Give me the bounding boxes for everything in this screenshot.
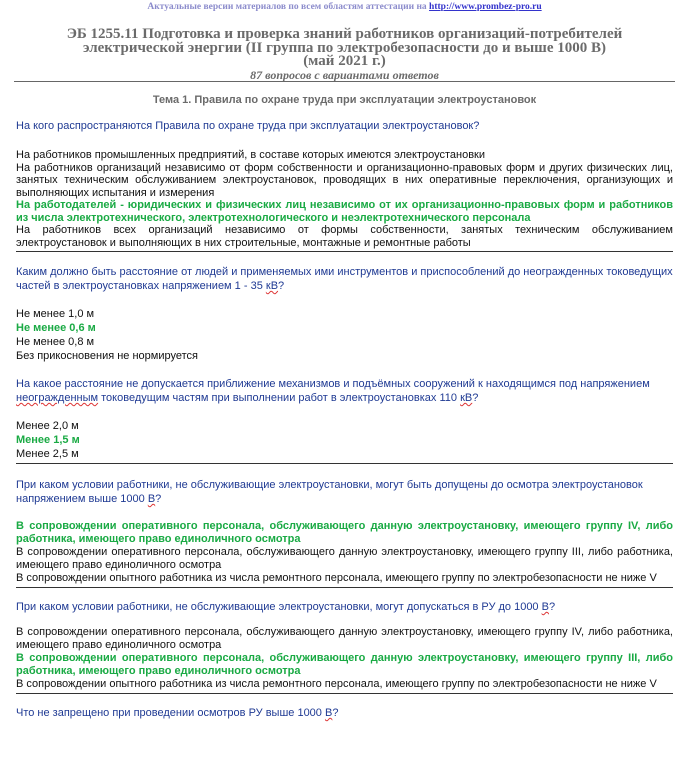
question-text bbox=[16, 265, 673, 293]
question-text-part: кВ bbox=[460, 392, 473, 404]
question-block bbox=[16, 119, 673, 252]
answers-list bbox=[16, 307, 673, 363]
answer-option: На работников промышленных предприятий, в составе которых имеются электроустановки bbox=[16, 149, 486, 161]
question-text-part: ? bbox=[278, 280, 285, 292]
answer-option: В сопровождении опытного работника из числа ремонтного персонала, имеющего группу по электробезопасности не ниже V bbox=[16, 572, 657, 584]
answer-option: В сопровождении оперативного персонала, обслуживающего данную электроустановку, имеющего группу IV, либо работника, имеющего право единоличного осмотра bbox=[16, 626, 673, 651]
answer-option: На работников всех организаций независимо от формы собственности, занятых техническим обслуживанием электроустановок и выполняющих в них строительные, монтажные и ремонтные работы bbox=[16, 224, 673, 249]
question-text-part: На какое расстояние не допускается приближение механизмов и подъёмных сооружений к находящимся под напряжением bbox=[16, 378, 650, 390]
question-text-part: В bbox=[147, 493, 156, 505]
question-text-part: Каким должно быть расстояние от людей и применяемых ими инструментов и приспособлений до неогражденных токоведущих частей в электроустановках напряжением 1 - 35 bbox=[16, 266, 673, 292]
question-text-part: Что не запрещено при проведении осмотров РУ выше 1000 bbox=[16, 707, 325, 719]
title-line-3: (май 2021 г.) bbox=[303, 53, 386, 69]
title-line-2: электрической энергии (II группа по электробезопасности до и выше 1000 В) bbox=[83, 39, 606, 56]
question-text-part: неогражденным bbox=[16, 392, 99, 404]
question-text bbox=[16, 706, 673, 720]
answer-option: На работников организаций независимо от форм собственности и организационно-правовых форм и других физических лиц, занятых техническим обслуживанием электроустановок, проводящих в них оперативные переключения, организующих и выполняющих испытания и измерения bbox=[16, 161, 673, 199]
question-text bbox=[16, 377, 673, 405]
title-line-1: ЭБ 1255.11 Подготовка и проверка знаний работников организаций-потребителей bbox=[66, 26, 623, 42]
question-text bbox=[16, 600, 673, 614]
answer-option: Менее 2,0 м bbox=[16, 420, 79, 432]
answer-option: В сопровождении оперативного персонала, обслуживающего данную электроустановку, имеющего группу III, либо работника, имеющего право единоличного осмотра bbox=[16, 546, 673, 571]
answer-option: Менее 2,5 м bbox=[16, 448, 79, 460]
answer-option: В сопровождении опытного работника из числа ремонтного персонала, имеющего группу по электробезопасности не ниже V bbox=[16, 678, 657, 690]
answer-option-correct: На работодателей - юридических и физических лиц независимо от их организационно-правовых форм и работников из числа электротехнического, электротехнологического и неэлектротехнического персонала bbox=[16, 199, 673, 224]
question-text: На кого распространяются Правила по охране труда при эксплуатации электроустановок? bbox=[16, 120, 480, 132]
prombez-link[interactable]: http://www.prombez-pro.ru bbox=[429, 2, 542, 12]
question-text-part: токоведущим частям при выполнении работ в электроустановках 110 bbox=[98, 392, 461, 404]
question-text-part: В bbox=[324, 707, 333, 719]
answer-option: Не менее 0,8 м bbox=[16, 336, 95, 348]
questions-list bbox=[16, 119, 673, 720]
answers-list bbox=[16, 626, 673, 691]
question-block bbox=[16, 478, 673, 588]
question-text-part: ? bbox=[548, 601, 556, 613]
question-divider bbox=[16, 463, 673, 464]
document-subtitle: 87 вопросов с вариантами ответов bbox=[250, 67, 439, 82]
answers-list bbox=[16, 149, 673, 249]
question-text-part: При каком условии работники, не обслуживающие электроустановки, могут быть допущены до осмотра электроустановок напряжением выше 1000 bbox=[16, 479, 643, 505]
question-divider bbox=[16, 251, 673, 252]
question-text-part: кВ bbox=[265, 280, 279, 292]
question-text-part: ? bbox=[155, 493, 162, 505]
answer-option-correct: В сопровождении оперативного персонала, обслуживающего данную электроустановку, имеющего группу IV, либо работника, имеющего право единоличного осмотра bbox=[16, 520, 673, 545]
document-title bbox=[14, 28, 675, 69]
header-prefix: Актуальные версии материалов по всем областям аттестации на bbox=[147, 2, 430, 12]
answer-option: Без прикосновения не нормируется bbox=[16, 350, 198, 362]
answers-list bbox=[16, 520, 673, 585]
question-block bbox=[16, 377, 673, 464]
question-text-part: В bbox=[541, 601, 549, 613]
answers-list bbox=[16, 419, 673, 461]
question-divider bbox=[16, 693, 673, 694]
answer-option-correct: В сопровождении оперативного персонала, обслуживающего данную электроустановку, имеющего группу III, либо работника, имеющего право единоличного осмотра bbox=[16, 652, 673, 677]
question-text bbox=[16, 478, 673, 506]
question-block bbox=[16, 600, 673, 694]
question-text-part: При каком условии работники, не обслуживающие электроустановки, могут допускаться в РУ до 1000 bbox=[16, 601, 542, 613]
question-block bbox=[16, 265, 673, 363]
answer-option-correct: Менее 1,5 м bbox=[16, 434, 80, 446]
answer-option: Не менее 1,0 м bbox=[16, 308, 95, 320]
question-divider bbox=[16, 587, 673, 588]
answer-option-correct: Не менее 0,6 м bbox=[16, 322, 96, 334]
header-line bbox=[0, 2, 689, 16]
question-block bbox=[16, 706, 673, 720]
question-text-part: ? bbox=[472, 392, 479, 404]
theme-heading: Тема 1. Правила по охране труда при эксплуатации электроустановок bbox=[152, 94, 537, 106]
question-text-part: ? bbox=[332, 707, 339, 719]
header-divider bbox=[14, 81, 675, 82]
